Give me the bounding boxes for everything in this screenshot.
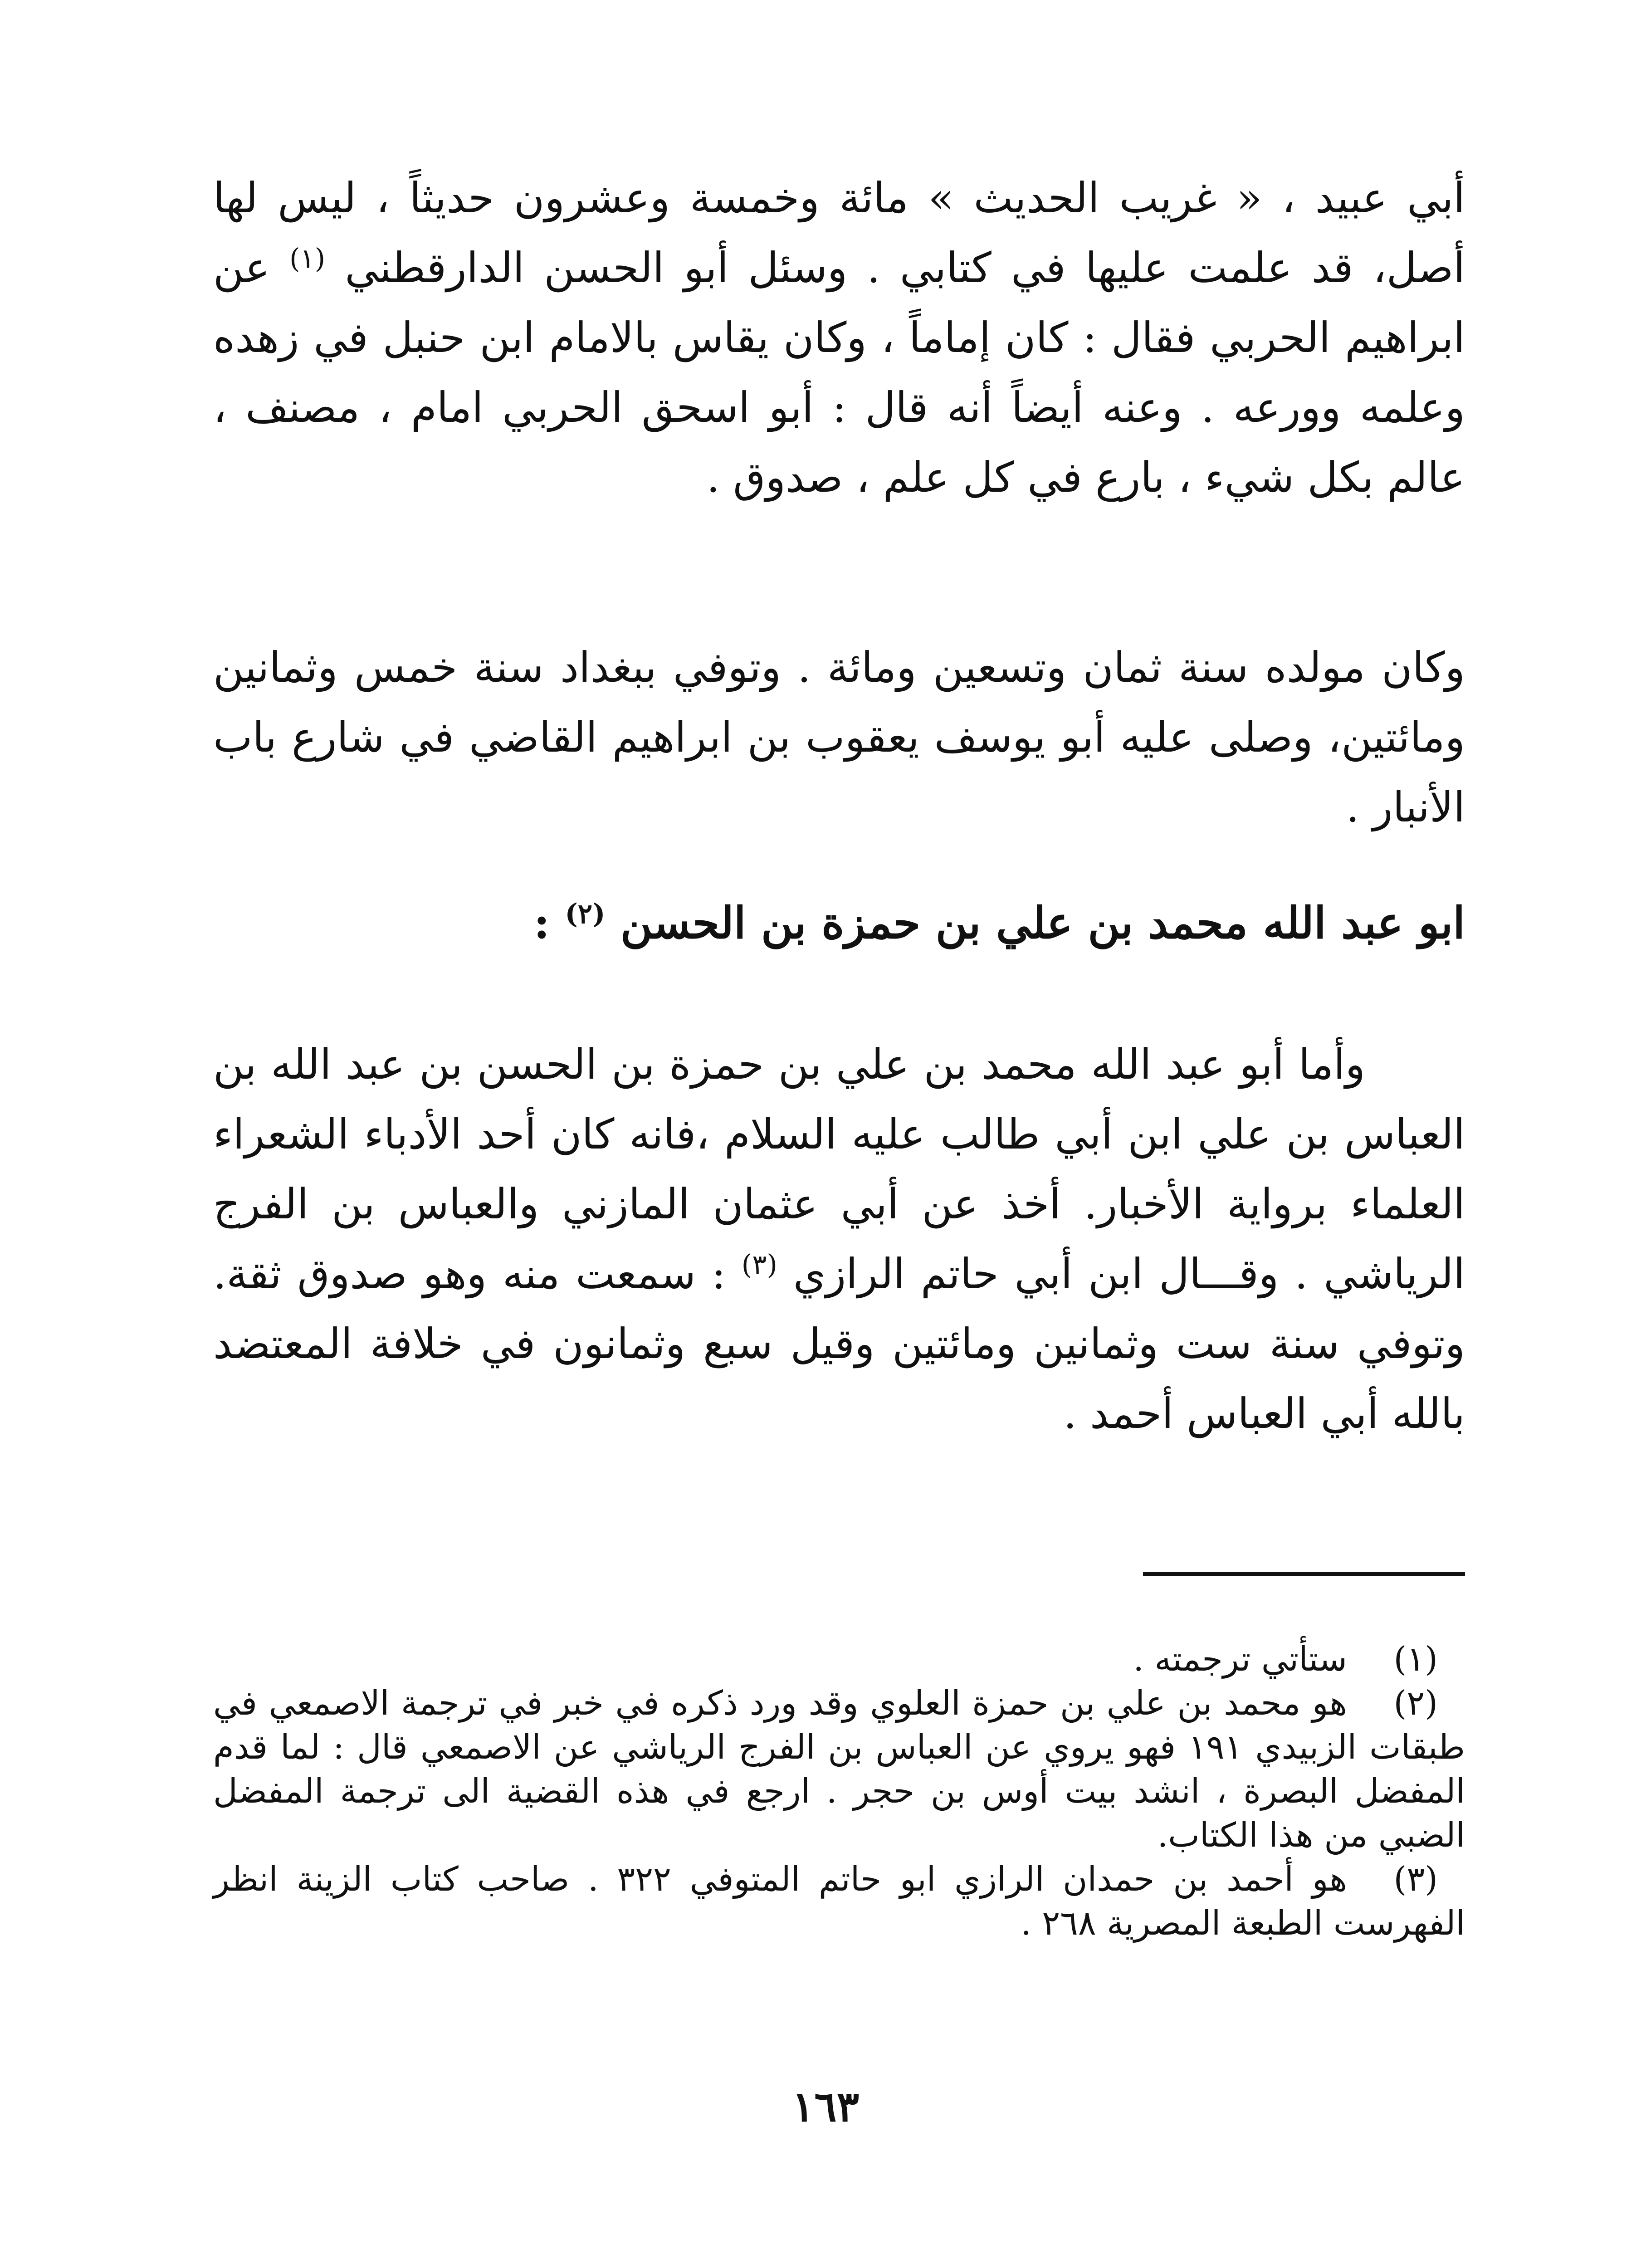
- footnote-2: [213, 1681, 1465, 1857]
- footnote-number: (٢): [1393, 1684, 1438, 1723]
- footnote-text: ستأتي ترجمته .: [1133, 1640, 1347, 1679]
- page-number: ١٦٣: [791, 2082, 860, 2131]
- paragraph-3-text-a: وأما أبو عبد الله محمد بن علي بن حمزة بن الحسن بن عبد الله بن العباس بن علي ابن أبي طالب عليه السلام ،فانه كان أحد الأدباء الشعراء العلماء برواية الأخبار. أخذ عن أبي عثمان المازني والعباس بن الفرج الرياشي . وقـــال ابن أبي حاتم الرازي: [213, 1040, 1465, 1298]
- paragraph-1-text-a: أبي عبيد ، « غريب الحديث » مائة وخمسة وعشرون حديثاً ، ليس لها أصل، قد علمت عليها في كتابي . وسئل أبو الحسن الدارقطني: [213, 174, 1465, 292]
- footnote-ref-3[interactable]: (٣): [741, 1249, 777, 1281]
- paragraph-1: [213, 163, 1465, 513]
- footnotes-list: [213, 1637, 1465, 1945]
- footnote-text: هو أحمد بن حمدان الرازي ابو حاتم المتوفي ٣٢٢ . صاحب كتاب الزينة انظر الفهرست الطبعة المصرية ٢٦٨ .: [213, 1860, 1465, 1943]
- footnote-ref-1[interactable]: (١): [289, 243, 326, 275]
- section-heading-text: ابو عبد الله محمد بن علي بن حمزة بن الحسن: [620, 897, 1465, 948]
- paragraph-2: وكان مولده سنة ثمان وتسعين ومائة . وتوفي ببغداد سنة خمس وثمانين ومائتين، وصلى عليه أبو يوسف يعقوب بن ابراهيم القاضي في شارع باب الأنبار .: [213, 643, 1465, 831]
- paragraph-3-text-b: : سمعت منه وهو صدوق ثقة. وتوفي سنة ست وثمانين ومائتين وقيل سبع وثمانون في خلافة المعتضد بالله أبي العباس أحمد .: [213, 1250, 1465, 1438]
- footnote-text: هو محمد بن علي بن حمزة العلوي وقد ورد ذكره في خبر في ترجمة الاصمعي في طبقات الزبيدي ١٩١ فهو يروي عن العباس بن الفرج الرياشي عن الاصمعي قال : لما قدم المفضل البصرة ، انشد بيت أوس بن حجر . ارجع في هذه القضية الى ترجمة المفضل الضبي من هذا الكتاب.: [213, 1684, 1465, 1855]
- paragraph-3: [213, 1030, 1465, 1449]
- footnote-3: [213, 1857, 1465, 1945]
- section-heading: [213, 889, 1465, 957]
- footnote-divider: [1143, 1572, 1465, 1576]
- footnote-number: (١): [1393, 1640, 1438, 1679]
- section-heading-colon: :: [533, 897, 550, 948]
- footnote-number: (٣): [1393, 1860, 1438, 1899]
- footnote-ref-2[interactable]: (٢): [565, 898, 606, 930]
- footnote-1: [213, 1637, 1465, 1681]
- paragraph-1-text-b: عن ابراهيم الحربي فقال : كان إماماً ، وكان يقاس بالامام ابن حنبل في زهده وعلمه وورعه . وعنه أيضاً أنه قال : أبو اسحق الحربي امام ، مصنف ، عالم بكل شيء ، بارع في كل علم ، صدوق .: [213, 244, 1465, 502]
